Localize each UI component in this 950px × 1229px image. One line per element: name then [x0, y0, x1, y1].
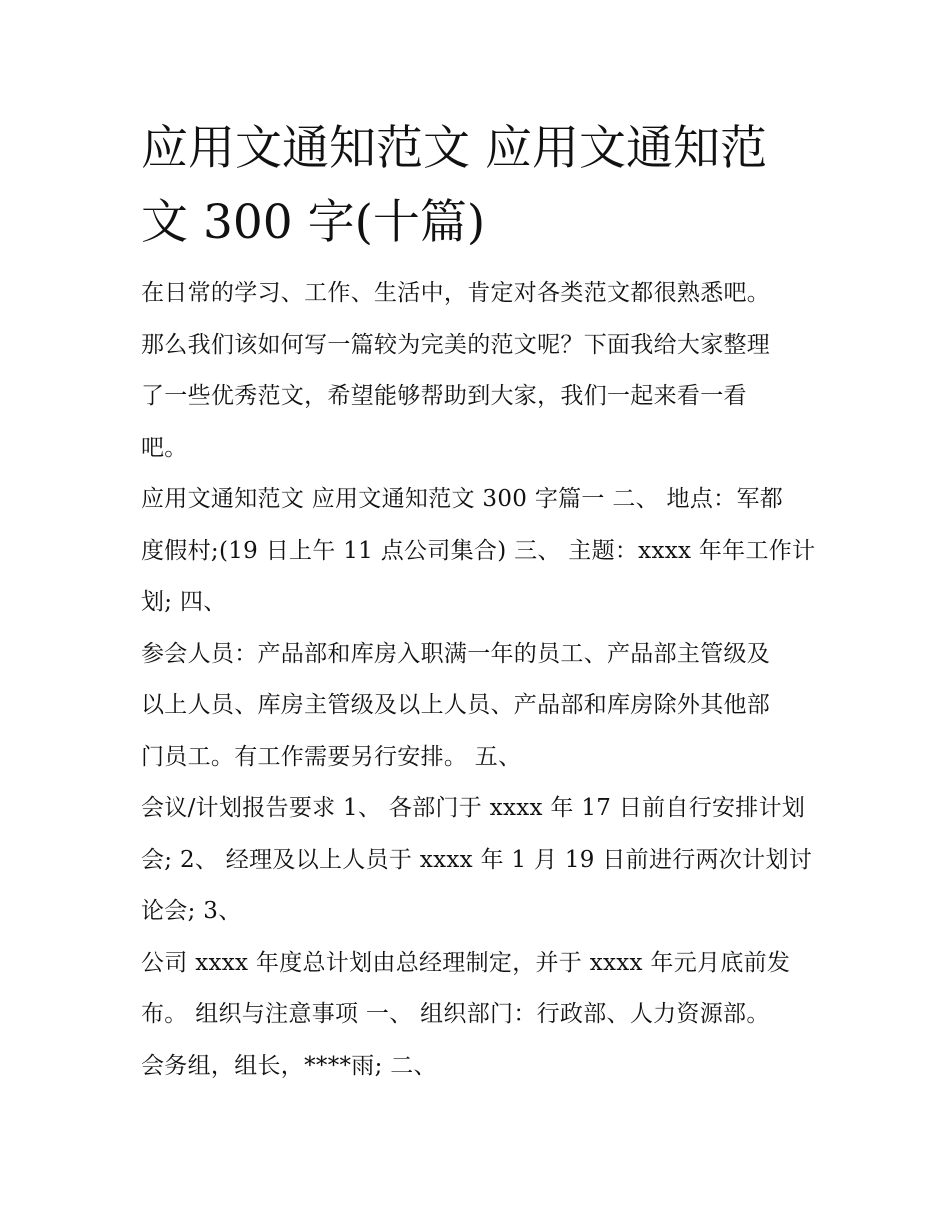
- document-body: [141, 112, 821, 1092]
- text-line: 门员工。有工作需要另行安排。 五、: [141, 743, 522, 770]
- organization-paragraph: [141, 938, 821, 1093]
- text-line: 度假村;(19 日上午 11 点公司集合) 三、 主题：xxxx 年年工作计: [141, 537, 816, 564]
- text-line: 在日常的学习、工作、生活中，肯定对各类范文都很熟悉吧。: [141, 280, 771, 306]
- intro-paragraph: [141, 268, 821, 474]
- title-line: 文 300 字(十篇): [141, 195, 486, 250]
- text-line: 布。 组织与注意事项 一、 组织部门：行政部、人力资源部。: [141, 1001, 770, 1027]
- text-line: 应用文通知范文 应用文通知范文 300 字篇一 二、 地点：军都: [141, 486, 784, 512]
- text-line: 参会人员：产品部和库房入职满一年的员工、产品部主管级及: [141, 640, 771, 667]
- text-line: 以上人员、库房主管级及以上人员、产品部和库房除外其他部: [141, 692, 771, 718]
- text-line: 会务组，组长，****雨; 二、: [141, 1052, 437, 1079]
- text-line: 论会; 3、: [141, 898, 242, 924]
- text-line: 了一些优秀范文，希望能够帮助到大家，我们一起来看一看: [141, 383, 747, 409]
- title-line: 应用文通知范文 应用文通知范: [141, 121, 767, 176]
- attendees-paragraph: [141, 629, 821, 784]
- text-line: 会议/计划报告要求 1、 各部门于 xxxx 年 17 日前自行安排计划: [141, 795, 806, 821]
- text-line: 吧。: [141, 434, 188, 461]
- text-line: 划; 四、: [141, 589, 227, 615]
- location-paragraph: [141, 474, 821, 629]
- document-title: [141, 112, 821, 260]
- text-line: 会; 2、 经理及以上人员于 xxxx 年 1 月 19 日前进行两次计划讨: [141, 846, 813, 873]
- text-line: 那么我们该如何写一篇较为完美的范文呢？下面我给大家整理: [141, 331, 771, 358]
- text-line: 公司 xxxx 年度总计划由总经理制定，并于 xxxx 年元月底前发: [141, 949, 791, 976]
- requirements-paragraph: [141, 783, 821, 938]
